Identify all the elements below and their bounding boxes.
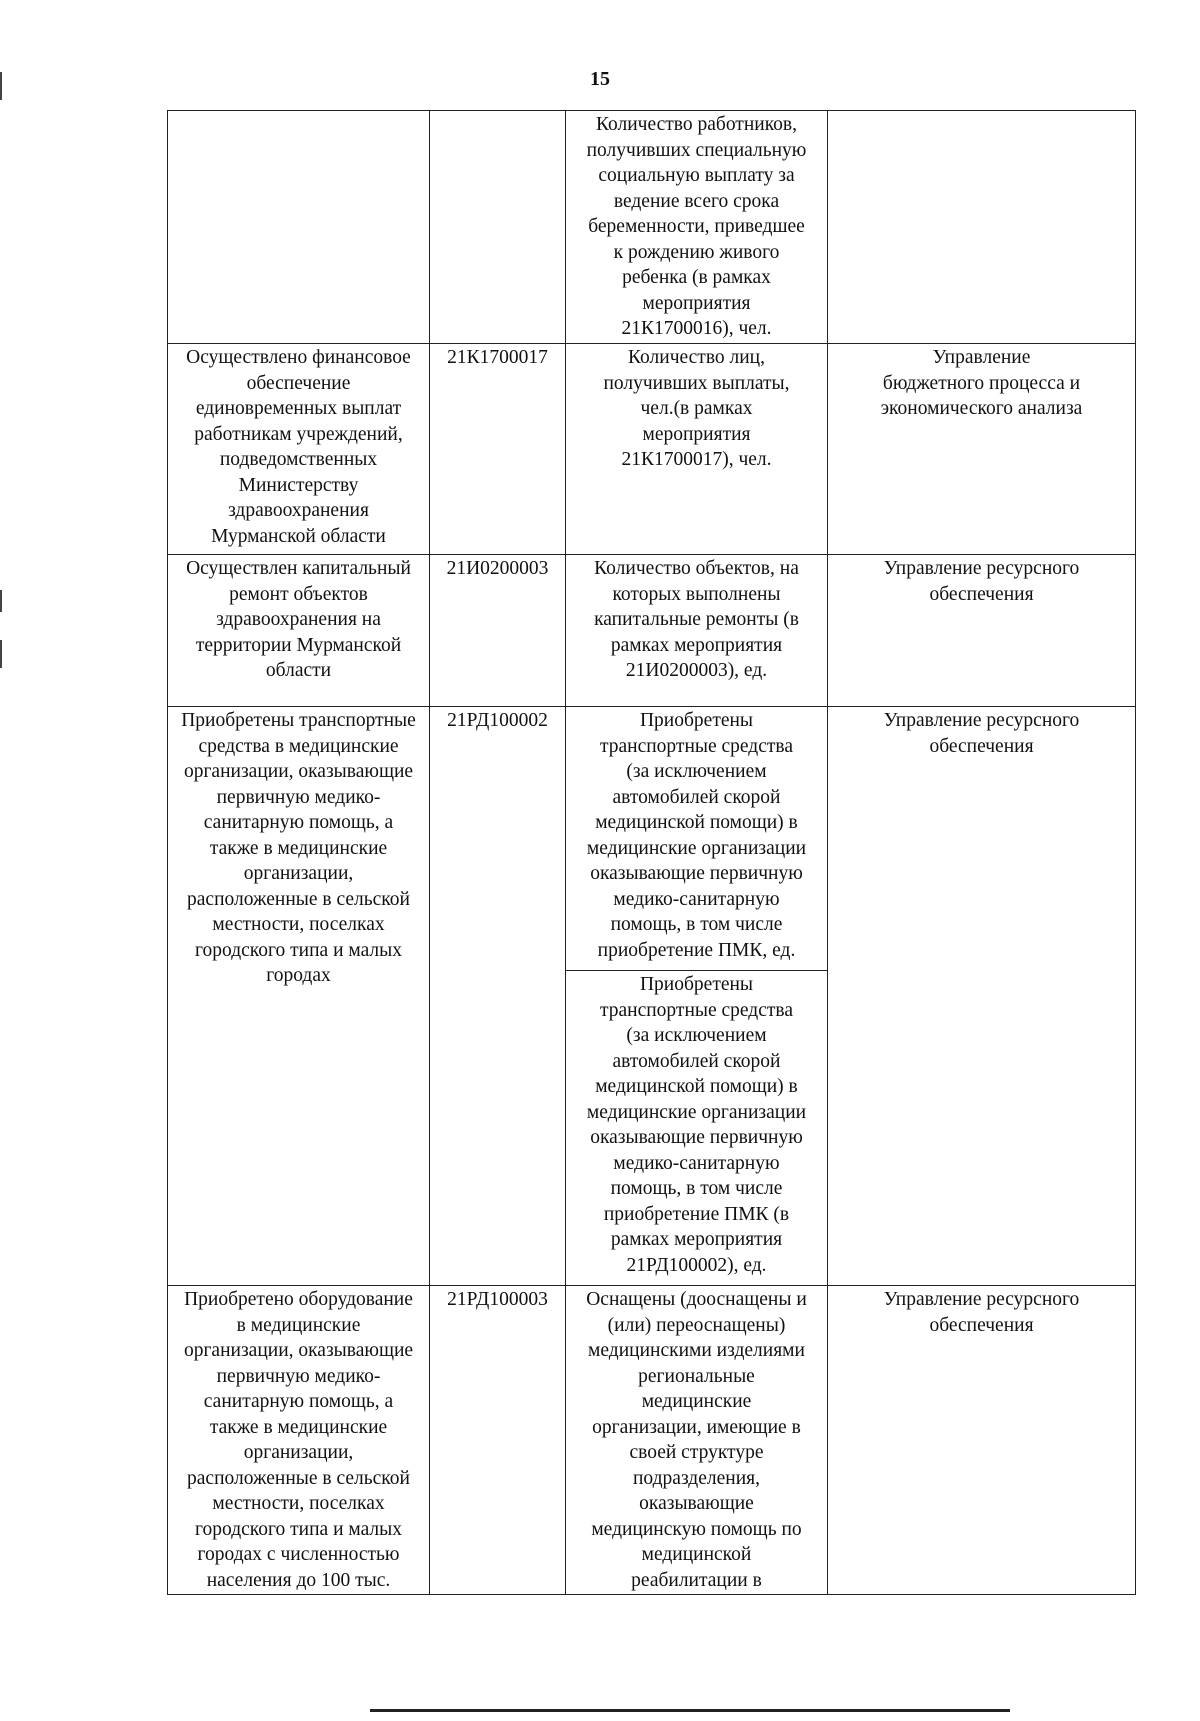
result-cell: Приобретены транспортные средства в медицинские организации, оказывающие первичную медико- санитарную помощь, а также в медицинские организации, расположенные в сельской местности, поселках городского типа и малых городах <box>168 707 430 1286</box>
table-row <box>168 344 1136 555</box>
page-number: 15 <box>590 68 610 90</box>
table-row <box>168 555 1136 707</box>
code-cell: 21К1700017 <box>430 344 566 555</box>
scan-margin-mark <box>0 72 2 100</box>
responsible-cell: Управление ресурсного обеспечения <box>828 555 1136 707</box>
indicator-cell: Количество работников, получивших специальную социальную выплату за ведение всего срока беременности, приведшее к рождению живого ребенка (в рамках мероприятия 21К1700016), чел. <box>566 111 828 344</box>
table-row <box>168 1286 1136 1595</box>
indicator-cell: Приобретены транспортные средства (за исключением автомобилей скорой медицинской помощи) в медицинские организации оказывающие первичную медико-санитарную помощь, в том числе приобретение ПМК (в рамках мероприятия 21РД100002), ед. <box>566 971 828 1286</box>
footer-rule <box>370 1709 1010 1712</box>
indicator-cell: Приобретены транспортные средства (за исключением автомобилей скорой медицинской помощи) в медицинские организации оказывающие первичную медико-санитарную помощь, в том числе приобретение ПМК, ед. <box>566 707 828 971</box>
activities-table <box>167 110 1136 1595</box>
indicator-cell: Количество лиц, получивших выплаты, чел.(в рамках мероприятия 21К1700017), чел. <box>566 344 828 555</box>
responsible-cell: Управление ресурсного обеспечения <box>828 707 1136 1286</box>
result-cell: Осуществлено финансовое обеспечение единовременных выплат работникам учреждений, подведомственных Министерству здравоохранения Мурманской области <box>168 344 430 555</box>
code-cell: 21И0200003 <box>430 555 566 707</box>
result-cell: Приобретено оборудование в медицинские организации, оказывающие первичную медико- санитарную помощь, а также в медицинские организации, расположенные в сельской местности, поселках городского типа и малых городах с численностью населения до 100 тыс. <box>168 1286 430 1595</box>
responsible-cell: Управление бюджетного процесса и экономического анализа <box>828 344 1136 555</box>
result-cell <box>168 111 430 344</box>
indicator-cell: Количество объектов, на которых выполнены капитальные ремонты (в рамках мероприятия 21И0200003), ед. <box>566 555 828 707</box>
code-cell: 21РД100002 <box>430 707 566 1286</box>
code-cell: 21РД100003 <box>430 1286 566 1595</box>
indicator-cell: Оснащены (дооснащены и (или) переоснащены) медицинскими изделиями региональные медицинские организации, имеющие в своей структуре подразделения, оказывающие медицинскую помощь по медицинской реабилитации в <box>566 1286 828 1595</box>
scan-margin-mark <box>0 640 2 668</box>
code-cell <box>430 111 566 344</box>
result-cell: Осуществлен капитальный ремонт объектов здравоохранения на территории Мурманской области <box>168 555 430 707</box>
responsible-cell <box>828 111 1136 344</box>
table-row <box>168 111 1136 344</box>
scan-margin-mark <box>0 590 2 612</box>
responsible-cell: Управление ресурсного обеспечения <box>828 1286 1136 1595</box>
table-row <box>168 707 1136 971</box>
